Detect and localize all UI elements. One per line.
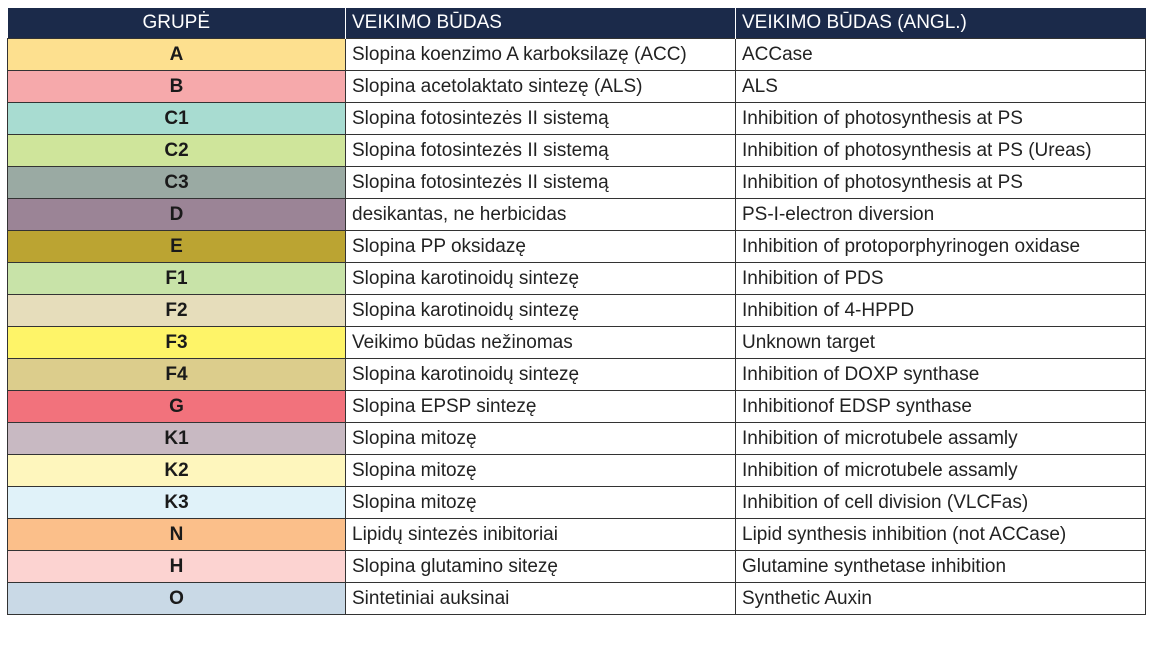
group-cell: G [8, 391, 346, 423]
table-row [8, 551, 1146, 583]
table-row [8, 199, 1146, 231]
mode-of-action-lt-cell: Slopina acetolaktato sintezę (ALS) [346, 71, 736, 103]
group-cell: F4 [8, 359, 346, 391]
group-cell: K2 [8, 455, 346, 487]
mode-of-action-en-cell: Unknown target [736, 327, 1146, 359]
mode-of-action-en-cell: Lipid synthesis inhibition (not ACCase) [736, 519, 1146, 551]
group-cell: C1 [8, 103, 346, 135]
table-row [8, 135, 1146, 167]
table-row [8, 327, 1146, 359]
group-cell: N [8, 519, 346, 551]
group-cell: C2 [8, 135, 346, 167]
table-row [8, 359, 1146, 391]
mode-of-action-lt-cell: Slopina koenzimo A karboksilazę (ACC) [346, 39, 736, 71]
table-row [8, 391, 1146, 423]
mode-of-action-en-cell: Glutamine synthetase inhibition [736, 551, 1146, 583]
mode-of-action-lt-cell: desikantas, ne herbicidas [346, 199, 736, 231]
mode-of-action-en-cell: Inhibition of photosynthesis at PS [736, 103, 1146, 135]
table-row [8, 295, 1146, 327]
table-row [8, 103, 1146, 135]
mode-of-action-en-cell: Inhibition of microtubele assamly [736, 423, 1146, 455]
mode-of-action-en-cell: Inhibition of photosynthesis at PS (Ureas) [736, 135, 1146, 167]
table-row [8, 519, 1146, 551]
mode-of-action-lt-cell: Slopina fotosintezės II sistemą [346, 103, 736, 135]
table-row [8, 167, 1146, 199]
mode-of-action-en-cell: Inhibition of PDS [736, 263, 1146, 295]
header-group: GRUPĖ [8, 8, 346, 39]
mode-of-action-en-cell: Inhibition of DOXP synthase [736, 359, 1146, 391]
mode-of-action-lt-cell: Sintetiniai auksinai [346, 583, 736, 615]
mode-of-action-lt-cell: Slopina karotinoidų sintezę [346, 263, 736, 295]
table-row [8, 231, 1146, 263]
group-cell: H [8, 551, 346, 583]
table-row [8, 39, 1146, 71]
mode-of-action-lt-cell: Slopina fotosintezės II sistemą [346, 167, 736, 199]
table-row [8, 423, 1146, 455]
mode-of-action-lt-cell: Slopina mitozę [346, 487, 736, 519]
group-cell: F1 [8, 263, 346, 295]
group-cell: F3 [8, 327, 346, 359]
mode-of-action-lt-cell: Slopina karotinoidų sintezę [346, 359, 736, 391]
mode-of-action-lt-cell: Slopina PP oksidazę [346, 231, 736, 263]
table-row [8, 263, 1146, 295]
table-row [8, 71, 1146, 103]
group-cell: C3 [8, 167, 346, 199]
header-mode-of-action-en: VEIKIMO BŪDAS (ANGL.) [736, 8, 1146, 39]
group-cell: B [8, 71, 346, 103]
group-cell: K3 [8, 487, 346, 519]
group-cell: D [8, 199, 346, 231]
mode-of-action-en-cell: Inhibition of cell division (VLCFas) [736, 487, 1146, 519]
mode-of-action-en-cell: PS-I-electron diversion [736, 199, 1146, 231]
mode-of-action-en-cell: Inhibition of microtubele assamly [736, 455, 1146, 487]
mode-of-action-lt-cell: Veikimo būdas nežinomas [346, 327, 736, 359]
mode-of-action-lt-cell: Slopina EPSP sintezę [346, 391, 736, 423]
table-header [8, 8, 1146, 39]
mode-of-action-en-cell: Inhibitionof EDSP synthase [736, 391, 1146, 423]
mode-of-action-en-cell: Inhibition of photosynthesis at PS [736, 167, 1146, 199]
mode-of-action-lt-cell: Slopina mitozę [346, 455, 736, 487]
table-body [8, 39, 1146, 615]
group-cell: K1 [8, 423, 346, 455]
table-row [8, 583, 1146, 615]
herbicide-moa-table [7, 8, 1146, 615]
header-mode-of-action-lt: VEIKIMO BŪDAS [346, 8, 736, 39]
table-row [8, 455, 1146, 487]
mode-of-action-lt-cell: Slopina glutamino sitezę [346, 551, 736, 583]
mode-of-action-en-cell: Inhibition of 4-HPPD [736, 295, 1146, 327]
mode-of-action-en-cell: ACCase [736, 39, 1146, 71]
group-cell: F2 [8, 295, 346, 327]
mode-of-action-lt-cell: Slopina fotosintezės II sistemą [346, 135, 736, 167]
mode-of-action-lt-cell: Slopina karotinoidų sintezę [346, 295, 736, 327]
group-cell: E [8, 231, 346, 263]
table-row [8, 487, 1146, 519]
mode-of-action-en-cell: Synthetic Auxin [736, 583, 1146, 615]
group-cell: O [8, 583, 346, 615]
mode-of-action-lt-cell: Lipidų sintezės inibitoriai [346, 519, 736, 551]
group-cell: A [8, 39, 346, 71]
mode-of-action-en-cell: Inhibition of protoporphyrinogen oxidase [736, 231, 1146, 263]
mode-of-action-en-cell: ALS [736, 71, 1146, 103]
mode-of-action-lt-cell: Slopina mitozę [346, 423, 736, 455]
header-row [8, 8, 1146, 39]
